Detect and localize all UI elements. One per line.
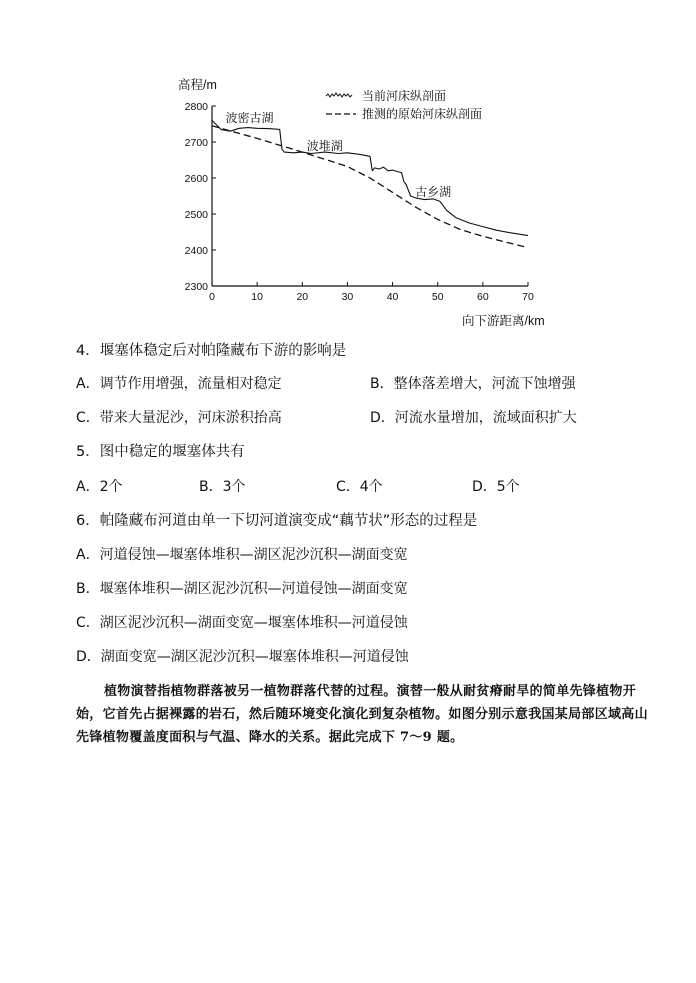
y-tick-label: 2600 — [184, 173, 208, 185]
chart-axes — [185, 101, 534, 303]
x-tick-label: 40 — [386, 291, 399, 303]
chart-canvas — [170, 72, 570, 334]
question-5-option-b: B．3个 — [199, 479, 246, 495]
question-4-option-a: A．调节作用增强，流量相对稳定 — [76, 376, 282, 392]
original-profile-line — [212, 126, 528, 248]
question-5-option-d: D．5个 — [472, 479, 520, 495]
question-4-stem: 4．堰塞体稳定后对帕隆藏布下游的影响是 — [76, 343, 347, 359]
chart-series — [212, 120, 528, 247]
chart-annotations — [226, 110, 452, 199]
y-axis-label: 高程/m — [178, 78, 217, 92]
question-5-option-c: C．4个 — [336, 479, 383, 495]
x-tick-label: 70 — [522, 291, 534, 303]
lake-label: 波密古湖 — [225, 111, 274, 126]
x-axis-label: 向下游距离/km — [462, 314, 545, 328]
question-6-option-a: A．河道侵蚀—堰塞体堆积—湖区泥沙沉积—湖面变宽 — [76, 547, 408, 563]
legend-solid-label: 当前河床纵剖面 — [362, 89, 447, 103]
lake-label: 波堆湖 — [306, 138, 343, 153]
legend-solid-swatch — [326, 93, 352, 97]
question-5-stem: 5．图中稳定的堰塞体共有 — [76, 444, 245, 460]
question-6-stem: 6．帕隆藏布河道由单一下切河道演变成“藕节状”形态的过程是 — [76, 513, 478, 529]
y-tick-label: 2400 — [184, 245, 208, 257]
question-6-option-d: D．湖面变宽—湖区泥沙沉积—堰塞体堆积—河道侵蚀 — [76, 649, 409, 665]
legend-dashed-label: 推测的原始河床纵剖面 — [362, 107, 483, 121]
y-tick-label: 2500 — [184, 209, 208, 221]
y-tick-label: 2700 — [184, 137, 208, 149]
y-tick-label: 2300 — [184, 281, 208, 293]
question-5-option-a: A．2个 — [76, 479, 123, 495]
x-tick-label: 30 — [341, 291, 354, 303]
river-profile-chart — [170, 72, 570, 334]
x-tick-label: 0 — [209, 291, 215, 303]
question-6-option-b: B．堰塞体堆积—湖区泥沙沉积—河道侵蚀—湖面变宽 — [76, 581, 408, 597]
x-tick-label: 50 — [431, 291, 444, 303]
paragraph-text: 植物演替指植物群落被另一植物群落代替的过程。演替一般从耐贫瘠耐旱的简单先锋植物开始，它首先占据裸露的岩石，然后随环境变化演化到复杂植物。如图分别示意我国某局部区域高山先锋植物覆盖度面积与气温、降水的关系。据此完成下 7～9 题。 — [76, 684, 648, 745]
question-4-option-b: B．整体落差增大，河流下蚀增强 — [370, 376, 576, 392]
x-tick-label: 60 — [477, 291, 489, 303]
question-4-option-c: C．带来大量泥沙，河床淤积抬高 — [76, 410, 282, 426]
y-tick-label: 2800 — [184, 101, 208, 113]
x-tick-label: 10 — [251, 291, 263, 303]
x-tick-label: 20 — [296, 291, 309, 303]
plant-succession-paragraph — [76, 680, 654, 749]
question-6-option-c: C．湖区泥沙沉积—湖面变宽—堰塞体堆积—河道侵蚀 — [76, 615, 408, 631]
lake-label: 古乡湖 — [415, 185, 452, 199]
chart-legend — [326, 88, 482, 121]
question-4-option-d: D．河流水量增加，流域面积扩大 — [370, 410, 577, 426]
